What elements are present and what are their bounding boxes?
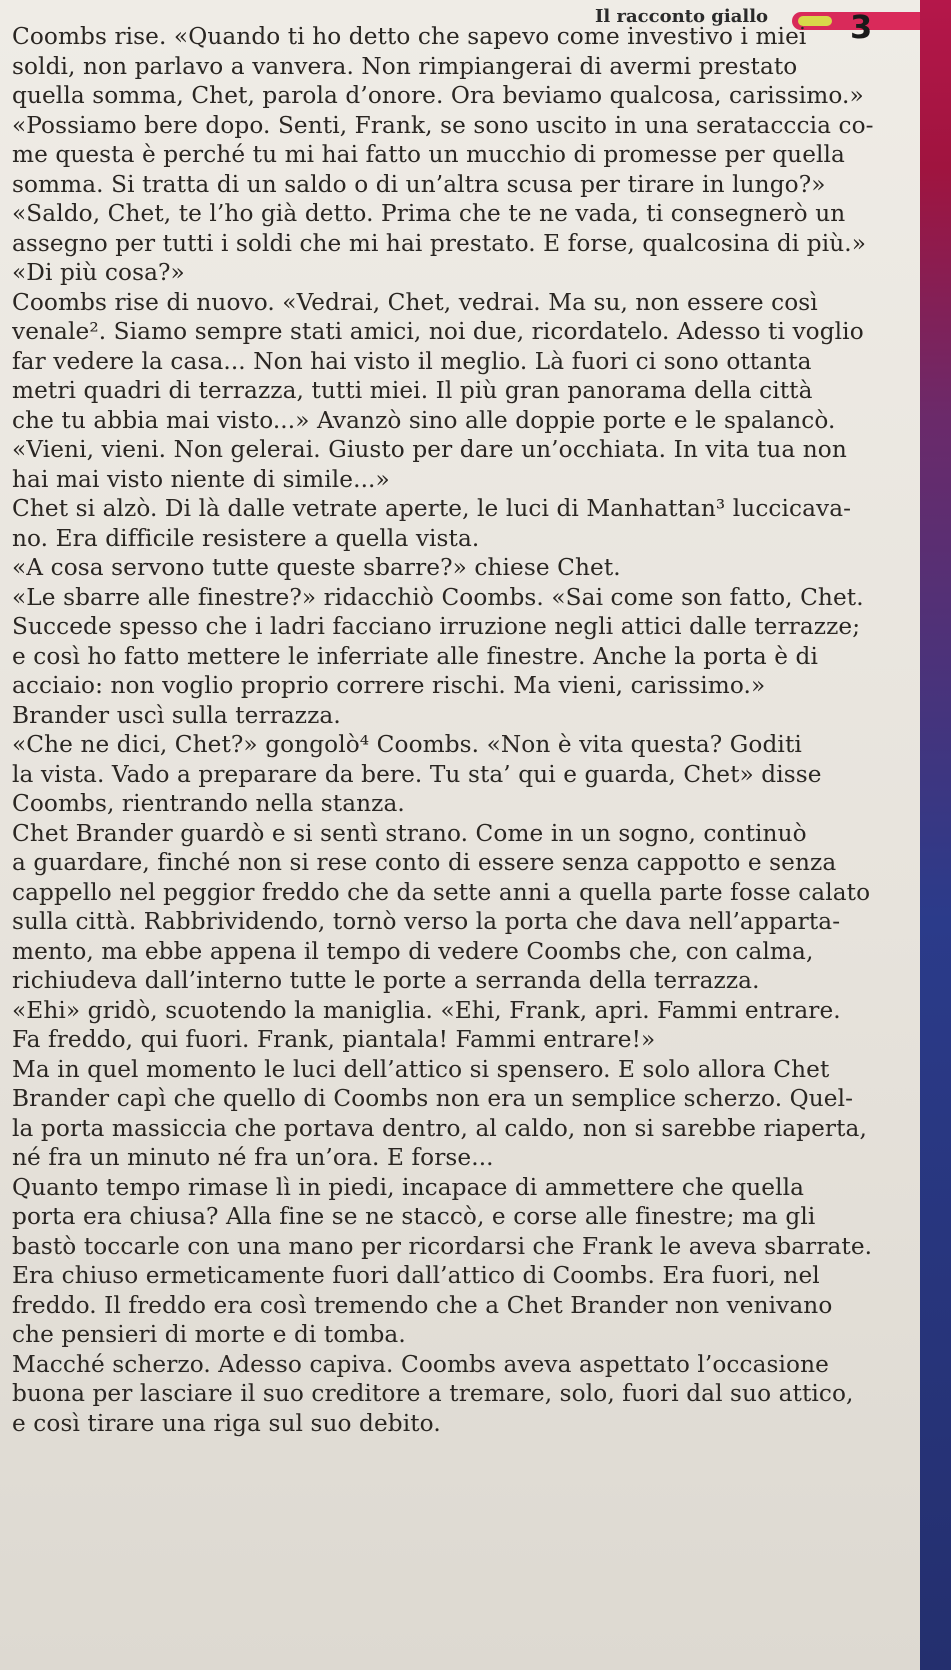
page-edge-strip xyxy=(920,0,951,1670)
text-line: quella somma, Chet, parola d’onore. Ora beviamo qualcosa, carissimo.» xyxy=(12,82,864,109)
text-line: Macché scherzo. Adesso capiva. Coombs aveva aspettato l’occasione xyxy=(12,1350,829,1378)
text-line: Coombs rise di nuovo. «Vedrai, Chet, vedrai. Ma su, non essere così xyxy=(12,288,818,316)
text-line: «Di più cosa?» xyxy=(12,259,185,286)
text-line: e così ho fatto mettere le inferriate alle finestre. Anche la porta è di xyxy=(12,642,819,670)
text-line: sulla città. Rabbrividendo, tornò verso la porta che dava nell’apparta- xyxy=(12,908,841,935)
chapter-title: Il racconto giallo xyxy=(595,6,769,27)
text-line: «Che ne dici, Chet?» gongolò⁴ Coombs. «Non è vita questa? Goditi xyxy=(12,731,802,758)
text-line: che tu abbia mai visto...» Avanzò sino alle doppie porte e le spalancò. xyxy=(12,406,836,434)
text-line: Coombs rise. «Quando ti ho detto che sapevo come investivo i miei xyxy=(12,23,807,50)
text-line: «Ehi» gridò, scuotendo la maniglia. «Ehi, Frank, apri. Fammi entrare. xyxy=(12,996,841,1024)
text-line: somma. Si tratta di un saldo o di un’altra scusa per tirare in lungo?» xyxy=(12,170,826,198)
text-line: Era chiuso ermeticamente fuori dall’attico di Coombs. Era fuori, nel xyxy=(12,1262,820,1289)
text-line: porta era chiusa? Alla fine se ne staccò, e corse alle finestre; ma gli xyxy=(12,1203,816,1230)
text-line: assegno per tutti i soldi che mi hai prestato. E forse, qualcosina di più.» xyxy=(12,229,867,257)
text-line: Coombs, rientrando nella stanza. xyxy=(12,790,405,817)
text-line: Ma in quel momento le luci dell’attico si spensero. E solo allora Chet xyxy=(12,1055,830,1083)
text-line: «Saldo, Chet, te l’ho già detto. Prima che te ne vada, ti consegnerò un xyxy=(12,200,846,227)
text-line: me questa è perché tu mi hai fatto un mucchio di promesse per quella xyxy=(12,141,845,168)
text-line: bastò toccarle con una mano per ricordarsi che Frank le aveva sbarrate. xyxy=(12,1232,873,1260)
text-line: Chet si alzò. Di là dalle vetrate aperte, le luci di Manhattan³ luccicava- xyxy=(12,495,852,522)
text-line: no. Era difficile resistere a quella vista. xyxy=(12,524,480,552)
text-line: e così tirare una riga sul suo debito. xyxy=(12,1409,441,1437)
text-line: a guardare, finché non si rese conto di essere senza cappotto e senza xyxy=(12,849,837,876)
text-line: mento, ma ebbe appena il tempo di vedere Coombs che, con calma, xyxy=(12,937,814,965)
text-line: freddo. Il freddo era così tremendo che a Chet Brander non venivano xyxy=(12,1291,833,1319)
text-line: cappello nel peggior freddo che da sette anni a quella parte fosse calato xyxy=(12,878,871,906)
text-line: «A cosa servono tutte queste sbarre?» chiese Chet. xyxy=(12,554,621,581)
text-line: la porta massiccia che portava dentro, al caldo, non si sarebbe riaperta, xyxy=(12,1114,867,1142)
text-line: Quanto tempo rimase lì in piedi, incapace di ammettere che quella xyxy=(12,1173,805,1201)
text-line: la vista. Vado a preparare da bere. Tu sta’ qui e guarda, Chet» disse xyxy=(12,760,822,788)
text-line: che pensieri di morte e di tomba. xyxy=(12,1321,406,1348)
chapter-number: 3 xyxy=(850,8,873,46)
text-line: Brander capì che quello di Coombs non era un semplice scherzo. Quel- xyxy=(12,1085,854,1112)
text-line: Fa freddo, qui fuori. Frank, piantala! Fammi entrare!» xyxy=(12,1026,656,1053)
text-line: soldi, non parlavo a vanvera. Non rimpiangerai di avermi prestato xyxy=(12,52,798,80)
text-line: né fra un minuto né fra un’ora. E forse... xyxy=(12,1144,494,1171)
text-line: acciaio: non voglio proprio correre rischi. Ma vieni, carissimo.» xyxy=(12,672,766,699)
text-line: «Vieni, vieni. Non gelerai. Giusto per dare un’occhiata. In vita tua non xyxy=(12,436,847,463)
text-line: buona per lasciare il suo creditore a tremare, solo, fuori dal suo attico, xyxy=(12,1380,854,1407)
text-line: Succede spesso che i ladri facciano irruzione negli attici dalle terrazze; xyxy=(12,613,861,640)
text-line: Chet Brander guardò e si sentì strano. Come in un sogno, continuò xyxy=(12,819,807,847)
text-line: metri quadri di terrazza, tutti miei. Il più gran panorama della città xyxy=(12,377,813,404)
text-line: far vedere la casa... Non hai visto il meglio. Là fuori ci sono ottanta xyxy=(12,347,812,375)
story-text xyxy=(12,22,917,1438)
text-line: «Possiamo bere dopo. Senti, Frank, se sono uscito in una seratacccia co- xyxy=(12,111,874,139)
text-line: hai mai visto niente di simile...» xyxy=(12,465,390,493)
text-line: Brander uscì sulla terrazza. xyxy=(12,701,341,729)
text-line: «Le sbarre alle finestre?» ridacchiò Coombs. «Sai come son fatto, Chet. xyxy=(12,583,864,611)
text-line: richiudeva dall’interno tutte le porte a serranda della terrazza. xyxy=(12,967,760,994)
text-line: venale². Siamo sempre stati amici, noi due, ricordatelo. Adesso ti voglio xyxy=(12,318,864,345)
